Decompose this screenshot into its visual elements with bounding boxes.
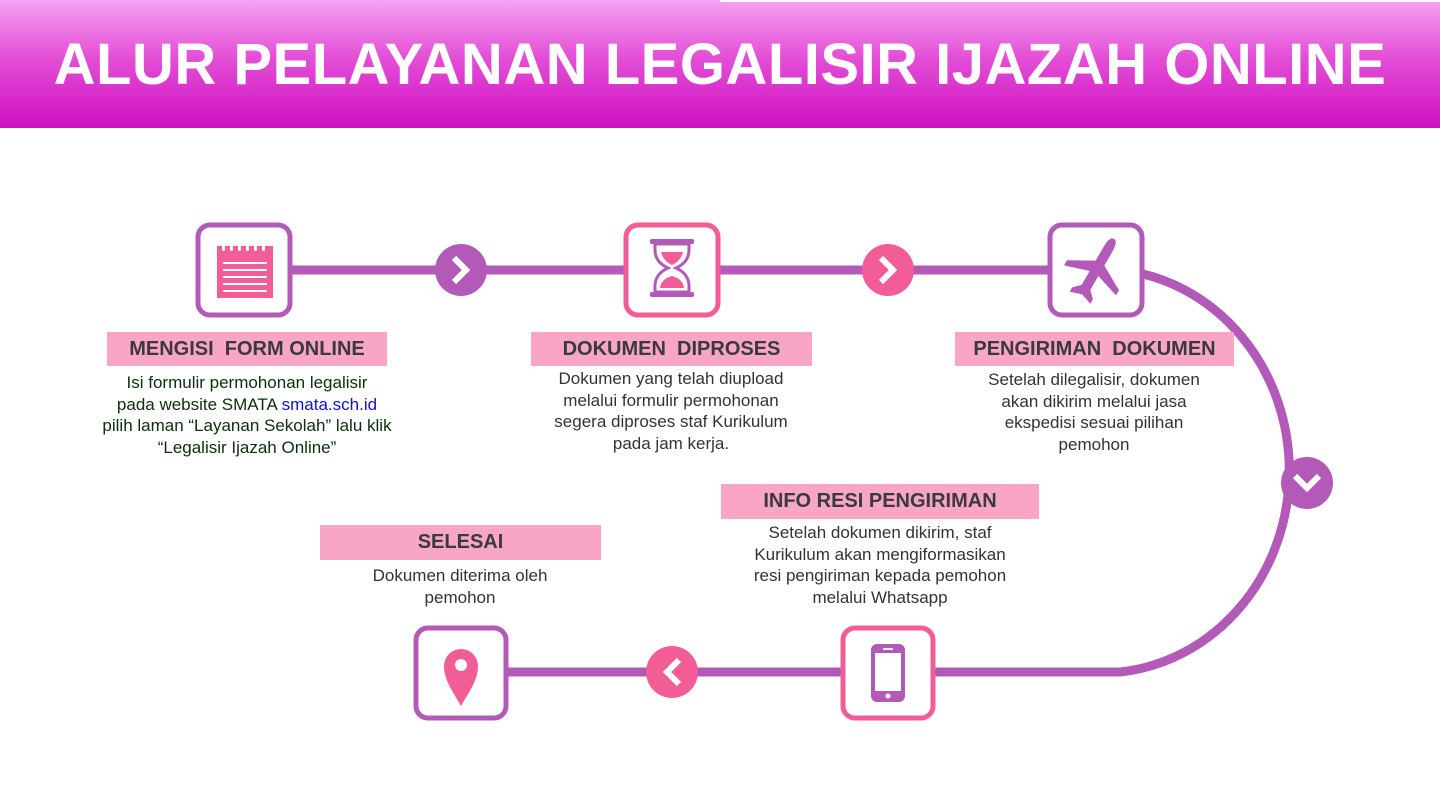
step-5-label: SELESAI (320, 525, 601, 560)
step-5-description (300, 565, 620, 608)
step-3-line-1: Setelah dilegalisir, dokumen (988, 370, 1200, 389)
step-2-line-1: Dokumen yang telah diupload (558, 369, 784, 388)
step-3-description (924, 369, 1264, 455)
step-2-description (491, 368, 851, 454)
step-2-node (626, 225, 718, 315)
step-2-line-3: segera diproses staf Kurikulum (554, 412, 788, 431)
step-3-line-4: pemohon (1058, 434, 1130, 454)
step-1-line-2-text: pada website SMATA (116, 394, 282, 414)
calendar-icon (217, 240, 273, 298)
step-4-line-4: melalui Whatsapp (812, 587, 948, 607)
step-4-line-2: Kurikulum akan mengiformasikan (754, 544, 1006, 564)
chevron-down-icon (1281, 457, 1333, 509)
step-3-line-2: akan dikirim melalui jasa (1001, 391, 1187, 411)
step-4-description (700, 522, 1060, 608)
flow-line (290, 270, 1289, 672)
smartphone-icon (871, 644, 905, 702)
chevron-right-icon (862, 244, 914, 296)
step-4-line-3: resi pengiriman kepada pemohon (753, 566, 1007, 585)
website-link[interactable]: smata.sch.id (281, 394, 378, 414)
step-3-label: PENGIRIMAN DOKUMEN (955, 332, 1234, 366)
page-title: ALUR PELAYANAN LEGALISIR IJAZAH ONLINE (53, 32, 1387, 97)
step-2-line-4: pada jam kerja. (612, 433, 730, 453)
step-1-line-1: Isi formulir permohonan legalisir (126, 373, 368, 392)
step-5-line-2: pemohon (424, 587, 496, 607)
step-5-line-1: Dokumen diterima oleh (372, 566, 548, 585)
step-1-line-4: “Legalisir Ijazah Online” (157, 437, 337, 457)
step-2-label: DOKUMEN DIPROSES (531, 332, 812, 366)
step-1-line-2 (66, 394, 428, 416)
step-2-line-2: melalui formulir permohonan (563, 390, 779, 410)
step-5-node (416, 628, 506, 718)
chevron-right-icon (435, 244, 487, 296)
step-4-node (843, 628, 933, 718)
step-1-description (66, 372, 428, 458)
step-3-node (1050, 224, 1142, 315)
step-1-label: MENGISI FORM ONLINE (107, 332, 387, 366)
chevron-left-icon (646, 646, 698, 698)
step-1-node (198, 225, 290, 315)
step-1-line-3: pilih laman “Layanan Sekolah” lalu klik (102, 416, 392, 435)
step-3-line-3: ekspedisi sesuai pilihan (1004, 413, 1184, 432)
step-4-label: INFO RESI PENGIRIMAN (721, 484, 1039, 519)
step-4-line-1: Setelah dokumen dikirim, staf (768, 523, 992, 542)
